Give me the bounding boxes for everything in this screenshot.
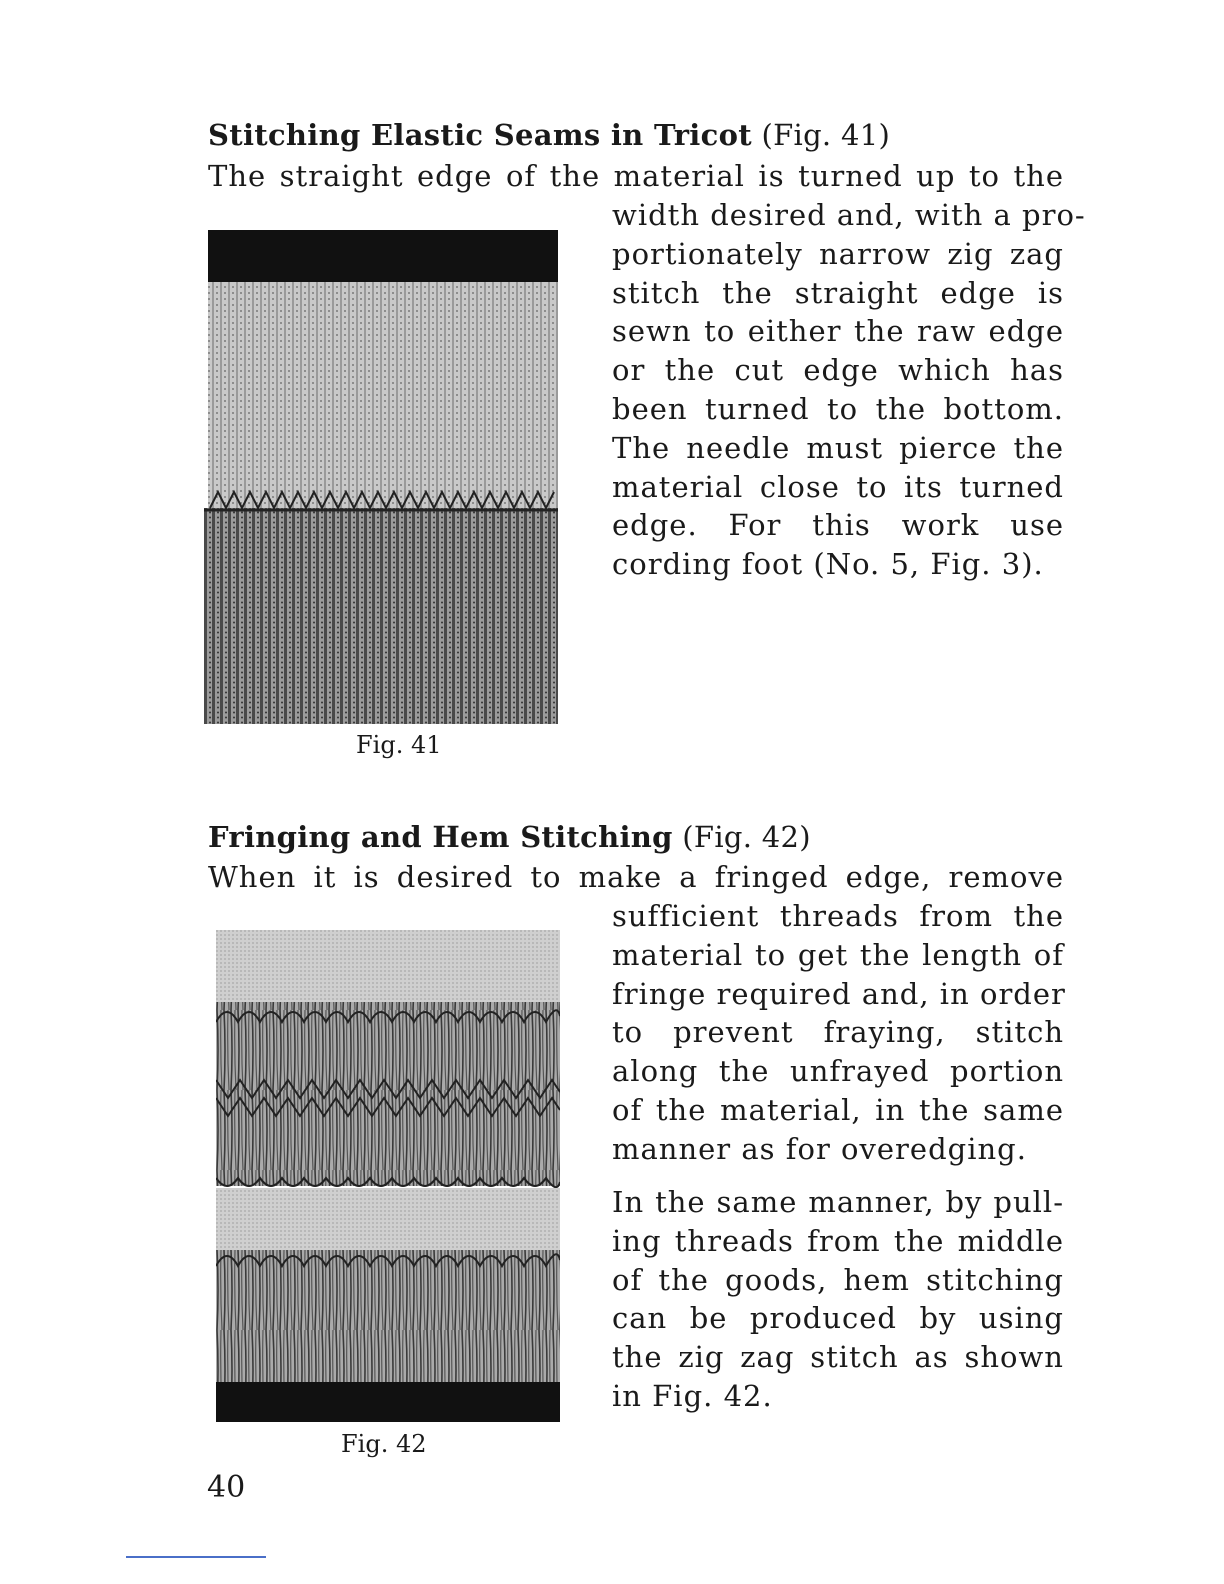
figure-42 [216,930,560,1422]
paragraph-first-line: When it is desired to make a fringed edge, remove [208,860,1064,894]
scan-edge-line [126,1556,266,1558]
paragraph-column [612,196,1086,584]
figure-caption: Fig. 42 [341,1430,427,1458]
section-heading-fringing [208,820,811,854]
section-title: Stitching Elastic Seams in Tricot [208,118,752,152]
paragraph-line: ing threads from the middle [612,1223,1064,1258]
paragraph-column [612,1183,1064,1416]
paragraph-line: The needle must pierce the [612,430,1064,465]
paragraph-line: manner as for overedging. [612,1131,1027,1166]
figure-reference: (Fig. 42) [682,820,811,854]
figure-reference: (Fig. 41) [761,118,891,152]
paragraph-line: stitch the straight edge is [612,275,1064,310]
paragraph-line: fringe required and, in order [612,976,1066,1011]
figure-41 [204,230,558,724]
paragraph-line: portionately narrow zig zag [612,236,1064,271]
paragraph-first-line: The straight edge of the material is turned up to the [208,159,1064,193]
paragraph-line: material to get the length of [612,937,1064,972]
paragraph-line: cording foot (No. 5, Fig. 3). [612,547,1044,582]
figure-caption: Fig. 41 [356,731,442,759]
paragraph-line: sufficient threads from the [612,899,1064,933]
paragraph-line: to prevent fraying, stitch [612,1015,1064,1050]
page-number: 40 [207,1470,246,1505]
paragraph-line: of the goods, hem stitching [612,1262,1064,1297]
paragraph-column [612,897,1064,1169]
paragraph-line: the zig zag stitch as shown [612,1340,1064,1375]
paragraph-line: sewn to either the raw edge [612,314,1064,349]
paragraph-line: edge. For this work use [612,508,1064,543]
paragraph-line: material close to its turned [612,469,1064,504]
paragraph-line: in Fig. 42. [612,1378,773,1413]
paragraph-line: In the same manner, by pull- [612,1185,1064,1219]
paragraph-line: can be produced by using [612,1301,1064,1336]
paragraph-line: been turned to the bottom. [612,391,1064,426]
paragraph-line: or the cut edge which has [612,353,1064,388]
fringe-hemstitch-photo [216,930,560,1422]
section-heading-elastic-seams [208,118,890,152]
paragraph-line: width desired and, with a pro- [612,198,1086,232]
tricot-elastic-seam-photo [204,230,558,724]
paragraph-line: along the unfrayed portion [612,1054,1064,1089]
section-title: Fringing and Hem Stitching [208,820,673,854]
paragraph-line: of the material, in the same [612,1092,1064,1127]
